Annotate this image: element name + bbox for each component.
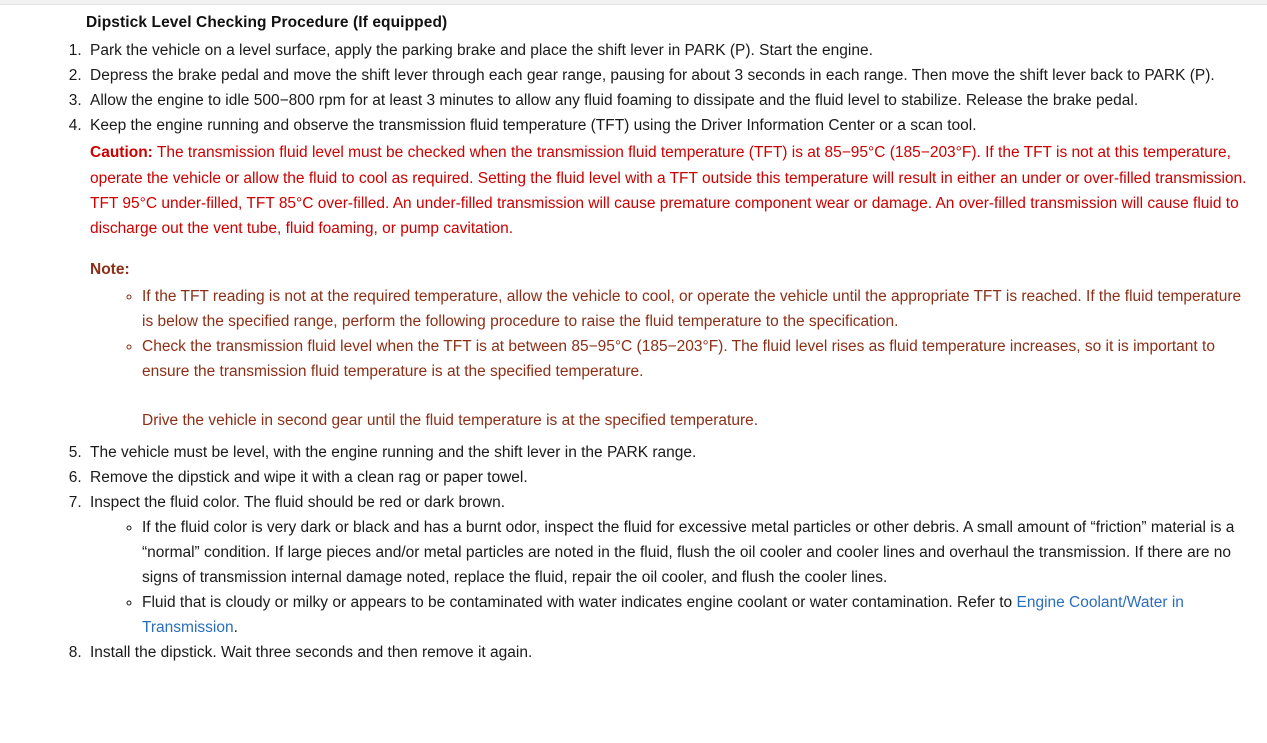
note-bullet-list [90,284,1251,384]
list-item [86,640,1251,665]
engine-coolant-water-link[interactable]: Engine Coolant/Water in Transmission [142,594,1184,637]
list-item [86,38,1251,63]
note-bullet-text: If the TFT reading is not at the required temperature, allow the vehicle to cool, or operate the vehicle until the appropriate TFT is reached. If the fluid temperature is below the specified range, perform the following procedure to raise the fluid temperature to the specification. [142,287,1242,331]
note-bullet-text: Check the transmission fluid level when the TFT is at between 85−95°C (185−203°F). The fluid level rises as fluid temperature increases, so it is important to ensure the transmission fluid temperature is at the specified temperature. [142,338,1215,381]
page-title: Dipstick Level Checking Procedure (If equipped) [86,14,448,31]
step-text: Install the dipstick. Wait three seconds and then remove it again. [90,644,533,662]
list-item [142,590,1251,640]
fluid-color-bullet-list [90,515,1251,641]
procedure-steps-list [24,38,1251,666]
step-text: Park the vehicle on a level surface, apply the parking brake and place the shift lever in PARK (P). Start the engine. [90,42,873,59]
list-item [86,88,1251,113]
caution-text: The transmission fluid level must be checked when the transmission fluid temperature (TFT) is at 85−95°C (185−203°F). If the TFT is not at this temperature, operate the vehicle or allow the fluid to cool as required. Setting the fluid level with a TFT outside this temperature will result in either an under or over-filled transmission. TFT 95°C under-filled, TFT 85°C over-filled. An under-filled transmission will cause premature component wear or damage. An over-filled transmission will cause fluid to discharge out the vent tube, fluid foaming, or pump cavitation. [90,144,1247,237]
window-top-bar [0,0,1267,5]
note-trailing-text: Drive the vehicle in second gear until the fluid temperature is at the specified temperature. [142,412,759,430]
list-item [86,440,1251,465]
list-item [86,63,1251,88]
step-text: The vehicle must be level, with the engine running and the shift lever in the PARK range. [90,443,697,461]
caution-label: Caution: [90,144,153,162]
note-label: Note: [90,260,130,278]
list-item [142,515,1251,590]
list-item [142,284,1251,334]
note-block [90,257,1251,434]
fluid-color-bullet-text: If the fluid color is very dark or black and has a burnt odor, inspect the fluid for excessive metal particles or other debris. A small amount of “friction” material is a “normal” condition. If large pieces and/or metal particles are noted in the fluid, flush the oil cooler and cooler lines and overhaul the transmission. If there are no signs of transmission internal damage noted, replace the fluid, repair the oil cooler, and flush the cooler lines. [142,518,1235,587]
list-item [142,334,1251,384]
step-text: Remove the dipstick and wipe it with a clean rag or paper towel. [90,468,528,486]
step-text: Keep the engine running and observe the transmission fluid temperature (TFT) using the Driver Information Center or a scan tool. [90,117,977,135]
step-text: Allow the engine to idle 500−800 rpm for at least 3 minutes to allow any fluid foaming to dissipate and the fluid level to stabilize. Release the brake pedal. [90,92,1139,110]
list-item [86,490,1251,641]
list-item [86,113,1251,433]
step-text: Depress the brake pedal and move the shift lever through each gear range, pausing for about 3 seconds in each range. Then move the shift lever back to PARK (P). [90,67,1215,85]
fluid-color-bullet-text-end: . [233,619,238,637]
fluid-color-bullet-text: Fluid that is cloudy or milky or appears to be contaminated with water indicates engine coolant or water contamination. Refer to [142,594,1017,612]
step-text: Inspect the fluid color. The fluid should be red or dark brown. [90,493,506,511]
caution-block [90,140,1251,240]
list-item [86,465,1251,490]
